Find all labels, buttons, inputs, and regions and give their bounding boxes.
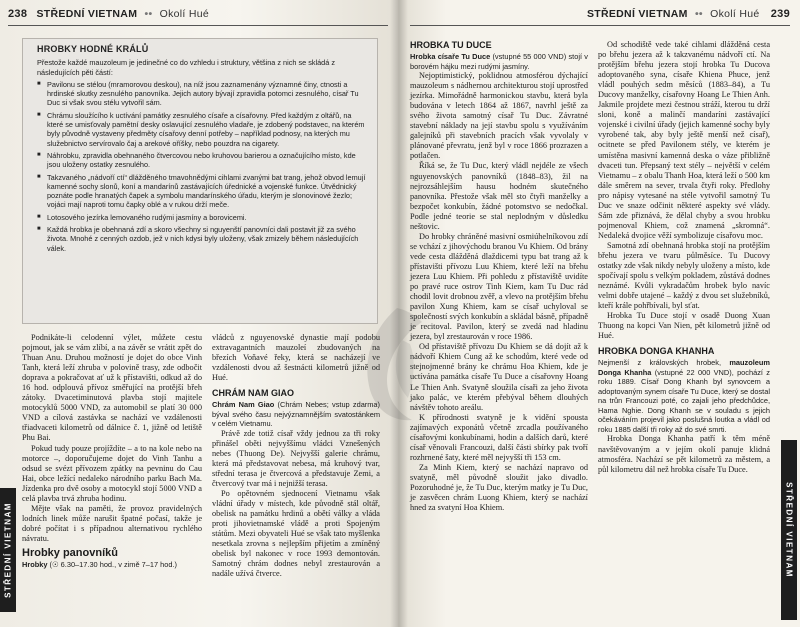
- body-paragraph: Za Minh Kiem, který se nachází napravo od svatyně, měl původně sloužit jako divadlo. Pozoruhodné je, že Tu Duc, kterým matky je Tu Duc, je zasvěcen chrám Luong Khiem, který se nachází hned za svatyní Hoa Khiem.: [410, 462, 588, 513]
- info-text: (vstupné 55 000 VND) stojí v borovém hájku mezi rudými jasmíny.: [410, 52, 588, 71]
- info-text: (Chrám Nebes; vstup zdarma) býval svého času nejvýznamnějším svatostánkem v celém Vietnamu.: [212, 400, 380, 429]
- info-line-tombs: [22, 560, 202, 570]
- right-head-sub: Okolí Hué: [710, 8, 760, 20]
- body-paragraph: Právě zde totiž císař vždy jednou za tři roky přinášel oběti nejvyššímu vládci Vznešených nebes (Thuong De). Nejvyšší galerie chrámu, která má představovat nebesa, má kruhový tvar, střední terasa je čtvercová a představuje Zemi, a čtvercový tvar má i nejnižší terasa.: [212, 428, 380, 489]
- left-page: [0, 0, 398, 627]
- box-title: HROBKY HODNÉ KRÁLŮ: [37, 44, 149, 54]
- body-paragraph: Hrobka Donga Khanha patří k těm méně navštěvovaným a v jejím okolí panuje klidná atmosféra. Nachází se pět kilometrů za městem, a půl kilometru dál než hrobka císaře Tu Duce.: [598, 434, 770, 474]
- section-heading-nam-giao: CHRÁM NAM GIAO: [212, 388, 294, 399]
- info-label: Hrobka císaře Tu Duce: [410, 52, 491, 62]
- body-paragraph: Hrobka Tu Duce stojí v osadě Duong Xuan Thuong na kopci Van Nien, pět kilometrů jižně od Hué.: [598, 311, 770, 341]
- bullet-dots-icon: ••: [694, 8, 703, 20]
- box-list-item: ■ Náhrobku, zpravidla obehnaného čtvercovou nebo kruhovou barierou a označujícího místo, kde jsou uloženy ostatky zesnulého.: [37, 151, 367, 170]
- info-hours: (☉ 6.30–17.30 hod., v zimě 7–17 hod.): [49, 560, 177, 570]
- info-line-nam-giao: [212, 400, 380, 429]
- right-column-2: [598, 40, 770, 622]
- right-head-rule: [410, 25, 790, 26]
- book-gutter-shadow: [390, 0, 408, 627]
- box-list-item: ■ Lotosového jezírka lemovaného rudými jasmíny a borovicemi.: [37, 213, 367, 222]
- left-side-tab: [0, 488, 16, 612]
- body-paragraph: Mějte však na paměti, že provoz pravidelných lodních linek může narušit špatné počasí, takže je dobré počítat i s případnou alternativou rychlého návratu.: [22, 503, 202, 543]
- left-head-rule: [8, 25, 388, 26]
- body-paragraph: Podnikáte-li celodenní výlet, můžete cestu pojmout, jak se vám zlíbí, a na závěr se vrátit zpět do Thuan Anu. Druhou možností je dojet do obce Vinh Tanh, která leží zhruba v polovině trasy, zde odbočit doprava a pokračovat ať už k přístavišti, odkud až do 16 hod. odplouvá přívoz směřující na protější břeh zátoky. Dvacetiminutová plavba stojí majitele motocyklů 5000 VND, za automobil se platí 30 000 VND a cílová zastávka se nachází ve vzdálenosti třiadvaceti kilometrů od dálnice č. 1, jižně od letiště Phu Bai.: [22, 333, 202, 443]
- right-column-1: [410, 40, 588, 622]
- left-side-tab-label: STŘEDNÍ VIETNAM: [3, 502, 13, 598]
- section-heading-dong-khanh: HROBKA DONGA KHANHA: [598, 346, 715, 357]
- left-head-sub: Okolí Hué: [159, 8, 210, 20]
- info-label: mauzoleum Donga Khanha: [598, 358, 770, 377]
- bullet-dots-icon: ••: [144, 8, 153, 20]
- left-page-number: 238: [8, 8, 28, 20]
- right-page: [398, 0, 800, 627]
- body-paragraph: Do hrobky chráněné masivní osmiúhelníkovou zdí se vchází z jihovýchodu branou Vu Khiem. Od brány vede cesta dlážděná dlaždicemi typu bat trang až k přístavišti přívozu Luu Khiem, které leží na břehu jezera Luu Khiem. Při pohledu z přístaviště uvidíte po pravé ruce ostrov Tinh Kiem, kam Tu Duc rád chodil lovit drobnou zvěř, a vlevo na protějším břehu pavilon Xung Khiem, kam se císař uchyloval se společností svých konkubín a skládal básně, případně je recitoval. Pavilon, který se zvedá nad hladinu jezera, byl zrestaurován v roce 1986.: [410, 231, 588, 342]
- info-text: (vstupné 22 000 VND), pochází z roku 1889. Císař Dong Khanh byl synovcem a adoptovaným synem císaře Tu Duce, který se dostal na trůn Francouzi poté, co zajali jeho předchůdce, Hama Nghie. Dong Khanh se v souladu s jejich očekáváním projevil jako poslušná loutka a vládl od roku 1885 další tři roky až do své smrti.: [598, 367, 770, 434]
- body-paragraph: Nejoptimistický, poklidnou atmosférou dýchající mauzoleum s nádhernou architekturou stojí uprostřed jezírka. Mimořádně harmonickou stavbu, která byla budována v letech 1864 až 1867, navrhl ještě za svého života samotný císař Tu Duc. Závratné stavební náklady na její stavbu spolu s využíváním galejníků při stavebních pracích však vyvolaly v plánované převratu, jenž byl v roce 1866 prozrazen a potlačen.: [410, 71, 588, 161]
- left-head-title: STŘEDNÍ VIETNAM: [36, 8, 138, 20]
- body-paragraph: Od schodiště vede také cihlami dlážděná cesta po břehu jezera až k takzvanému nádvoří ctí. Na protějším břehu jezera stojí hrobka Tu Ducova adoptovaného syna, císaře Khiena Phuce, jenž vládl pouhých sedm měsíců (1883–84), a Tu Ducovy manželky, císařovny Hoang Le Thien Anh. Jakmile projdete mezi čestnou stráží, kterou tu drží sloni, koně a malinčí mandaríni zastávající vojenské i civilní úřady (jejich kamenné sochy byly vyrobené tak, aby byly ještě menší než císař), ocitnete se před Pavilonem stély, ve kterém je umístěna masivní kamenná deska o váze přibližně dvaceti tun. Přepsaný text stély – největší v celém Vietnamu – z obalu Thanh Hoa, která leží o 500 km dále směrem na sever, trvala čtyři roky. Předlohy pro nápisy vytesané na stéle vytvořil samotný Tu Duc ve snaze odčinit některé aspekty své vlády. Sám zde přiznává, že dělal chyby a svou hrobku pojmenoval Khiem, což znamená „skromná“. Nedaleká dvojice věží symbolizuje císařovu moc.: [598, 40, 770, 240]
- body-paragraph: Po opětovném sjednocení Vietnamu však vládní úřady v místech, kde původně stál oltář, obelisk na památku hrdinů a obětí války a vláda proti jihovietnamské vládě a proti Spojeným státům. Mezi obyvateli Hué se však tato myšlenka nesetkala zrovna s nejlepším přijetím a zmíněný obelisk byl nakonec v roce 1993 demontován. Samotný chrám dodnes nebyl zrestaurován a nadále užívá čtverce.: [212, 489, 380, 579]
- right-running-head: [587, 8, 790, 20]
- info-intro: Nejmenší z královských hrobek,: [598, 358, 722, 368]
- right-side-tab-label: STŘEDNÍ VIETNAM: [784, 482, 794, 578]
- info-label: Chrám Nam Giao: [212, 400, 275, 410]
- box-list: [37, 80, 367, 253]
- left-column-2: [212, 333, 380, 623]
- section-heading-tombs: Hrobky panovníků: [22, 546, 118, 559]
- body-paragraph: Říká se, že Tu Duc, který vládl nejdéle ze všech nguyenovských panovníků (1848–83), žil na nejrozsáhlejším hausu hodném skutečného panovníka. Přestože však měl sto čtyři manželky a bezpočet konkubín, žádné potomstvo se nedočkal. Podle jedné teorie se stal neplodným v důsledku neštovic.: [410, 161, 588, 231]
- left-column-1: [22, 333, 202, 623]
- box-list-item: ■ Takzvaného „nádvoří ctí“ dlážděného tmavohnědými cihlami zvanými bat trang, jehož obvod lemují kamenné sochy slonů, koní a mandarínů zastávajících úřednické a vojenské funkce. Útvědnický poznáte podle hranatých čapek a symbolu mandarínského úřadu, kterým je slonovinové žezlo; vojáci mají naproti tomu čapky oblé a v rukou drží meče.: [37, 173, 367, 210]
- body-paragraph: Samotná zdí obehnaná hrobka stojí na protějším břehu jezera ve tvaru půlměsíce. Tu Ducovy ostatky zde však nikdy nebyly uloženy a místo, kde spočívají spolu s velkým pokladem, zůstává dodnes neznámé. Kvůli vykradačům hrobek bylo navíc velmi dobře utajené – každý z dvou set služebníků, kteří krále pohřbívali, byl sťat.: [598, 240, 770, 311]
- info-line-tu-duc: [410, 52, 588, 71]
- right-head-title: STŘEDNÍ VIETNAM: [586, 8, 688, 20]
- info-line-dong-khanh: [598, 358, 770, 434]
- box-list-item: ■ Chrámu sloužícího k uctívání památky zesnulého císaře a císařovny. Před každým z oltářů, na které se umisťovaly pamětní desky oslavující zesnulého vladaře, je zdobený podstavec, na kterém byly původně vystaveny předměty císařovy denní potřeby – například podnosy, na kterých mu služebnictvo servírovalo čaj a arekové oříšky, nebo pouzdra na cigarety.: [37, 111, 367, 148]
- body-paragraph: vládců z nguyenovské dynastie mají podobu extravagantních mauzoleí zbudovaných na březích Voňavé řeky, která se nacházejí ve vzdálenosti dvou až šestnácti kilometrů jižně od Hué.: [212, 333, 380, 383]
- box-intro: Přestože každé mauzoleum je jedinečné co do vzhledu i struktury, většina z nich se skládá z následujících pěti částí:: [37, 58, 335, 77]
- right-page-number: 239: [770, 8, 790, 20]
- body-paragraph: Pokud tudy pouze projíždíte – a to na kole nebo na motorce –, doporučujeme dojet do Vinh Tanhu a odsud se svézt přívozem zpátky na pevninu do Cau Hai, obce ležící nedaleko národního parku Bach Ma. Jízdenka pro dvě osoby a motocykl stojí 5000 VND a celá plavba trvá zhruba hodinu.: [22, 443, 202, 503]
- info-box-royal-tombs: [22, 38, 378, 324]
- right-side-tab: [781, 440, 797, 620]
- left-running-head: [8, 8, 209, 20]
- body-paragraph: K přírodnosti svatyně je k vidění spousta zajímavých exponátů včetně zrcadla používaného císařovými konkubínami, hodin a dalších darů, které císař věnovali Francouzi, další části sbírky pak tvoří rozhrnené šaty, které měl nejvyšší tři 153 cm.: [410, 412, 588, 462]
- section-heading-tu-duc: HROBKA TU DUCE: [410, 40, 492, 50]
- box-list-item: ■ Pavilonu se stélou (mramorovou deskou), na níž jsou zaznamenány významné činy, ctnosti a hrdinské skutky zesnulého panovníka. Jejich autory bývají zpravidla potomci zesnulého, císař Tu Duc si však svou stélu vytvořil sám.: [37, 80, 367, 108]
- body-paragraph: Od přístaviště přívozu Du Khiem se dá dojít až k nádvoří Khiem Cung až ke schodům, které vede od stejnojmenné brány ke chrámu Hoa Khiem, kde je uctívána památka císaře Tu Duce a císařovny Hoang Le Thien Anh. Svatyně sloužila císaři za jeho života jako palác, ve kterém přebýval během dlouhých návštěv tohoto areálu.: [410, 342, 588, 412]
- box-list-item: ■ Každá hrobka je obehnaná zdí a skoro všechny si nguyenští panovníci dali postavit již za svého života. Mnohé z cenných ozdob, jež v nich kdysi byly uloženy, však zmizely během následujících válek.: [37, 225, 367, 253]
- info-label: Hrobky: [22, 560, 48, 570]
